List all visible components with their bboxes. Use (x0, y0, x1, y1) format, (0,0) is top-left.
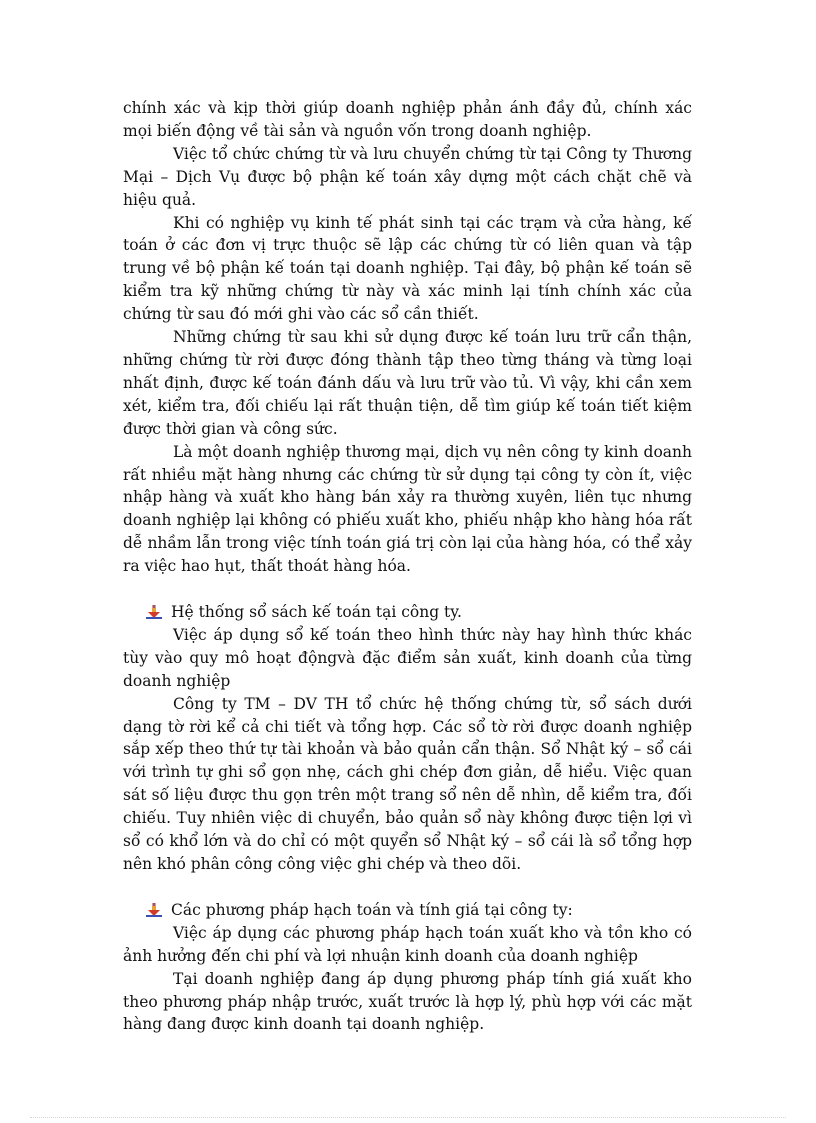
paragraph-5: Là một doanh nghiệp thương mại, dịch vụ nên công ty kinh doanh rất nhiều mặt hàng nhưng các chứng từ sử dụng tại công ty còn ít, việc nhập hàng và xuất kho hàng bán xảy ra thường xuyên, liên tục nhưng doanh nghiệp lại không có phiếu xuất kho, phiếu nhập kho hàng hóa rất dễ nhầm lẫn trong việc tính toán giá trị còn lại của hàng hóa, có thể xảy ra việc hao hụt, thất thoát hàng hóa. (123, 442, 692, 576)
paragraph-2: Việc tổ chức chứng từ và lưu chuyển chứng từ tại Công ty Thương Mại – Dịch Vụ được bộ phận kế toán xây dựng một cách chặt chẽ và hiệu quả. (123, 144, 692, 209)
paragraph-3: Khi có nghiệp vụ kinh tế phát sinh tại các trạm và cửa hàng, kế toán ở các đơn vị trực thuộc sẽ lập các chứng từ có liên quan và tập trung về bộ phận kế toán tại doanh nghiệp. Tại đây, bộ phận kế toán sẽ kiểm tra kỹ những chứng từ này và xác minh lại tính chính xác của chứng từ sau đó mới ghi vào các sổ cần thiết. (123, 213, 692, 324)
paragraph-4: Những chứng từ sau khi sử dụng được kế toán lưu trữ cẩn thận, những chứng từ rời được đóng thành tập theo từng tháng và từng loại nhất định, được kế toán đánh dấu và lưu trữ vào tủ. Vì vậy, khi cần xem xét, kiểm tra, đối chiếu lại rất thuận tiện, dễ tìm giúp kế toán tiết kiệm được thời gian và công sức. (123, 328, 692, 438)
paragraph-7: Công ty TM – DV TH tổ chức hệ thống chứng từ, sổ sách dưới dạng tờ rời kể cả chi tiết và tổng hợp. Các sổ tờ rời được doanh nghiệp sắp xếp theo thứ tự tài khoản và bảo quản cẩn thận. Sổ Nhật ký – sổ cái với trình tự ghi sổ gọn nhẹ, cách ghi chép đơn giản, dễ hiểu. Việc quan sát số liệu được thu gọn trên một trang sổ nên dễ nhìn, dễ kiểm tra, đối chiếu. Tuy nhiên việc di chuyển, bảo quản sổ này không được tiện lợi vì sổ có khổ lớn và do chỉ có một quyển sổ Nhật ký – sổ cái là sổ tổng hợp nên khó phân công công việc ghi chép và theo dõi. (123, 694, 692, 873)
section-heading-text: Hệ thống sổ sách kế toán tại công ty. (171, 603, 462, 622)
section-heading-accounting-books (123, 601, 692, 624)
paragraph-6: Việc áp dụng sổ kế toán theo hình thức này hay hình thức khác tùy vào quy mô hoạt độngvà đặc điểm sản xuất, kinh doanh của từng doanh nghiệp (123, 625, 692, 690)
bullet-arrow-icon (145, 604, 163, 620)
page-bottom-border (30, 1117, 786, 1118)
document-page (123, 97, 692, 1036)
section-heading-text: Các phương pháp hạch toán và tính giá tại công ty: (171, 900, 573, 919)
paragraph-1: chính xác và kịp thời giúp doanh nghiệp phản ánh đầy đủ, chính xác mọi biến động về tài sản và nguồn vốn trong doanh nghiệp. (123, 99, 692, 140)
spacer (123, 876, 692, 899)
paragraph-9: Tại doanh nghiệp đang áp dụng phương pháp tính giá xuất kho theo phương pháp nhập trước, xuất trước là hợp lý, phù hợp với các mặt hàng đang được kinh doanh tại doanh nghiệp. (123, 969, 692, 1034)
spacer (123, 578, 692, 601)
paragraph-8: Việc áp dụng các phương pháp hạch toán xuất kho và tồn kho có ảnh hưởng đến chi phí và lợi nhuận kinh doanh của doanh nghiệp (123, 923, 692, 965)
section-heading-accounting-methods (123, 899, 692, 922)
bullet-arrow-icon (145, 902, 163, 918)
